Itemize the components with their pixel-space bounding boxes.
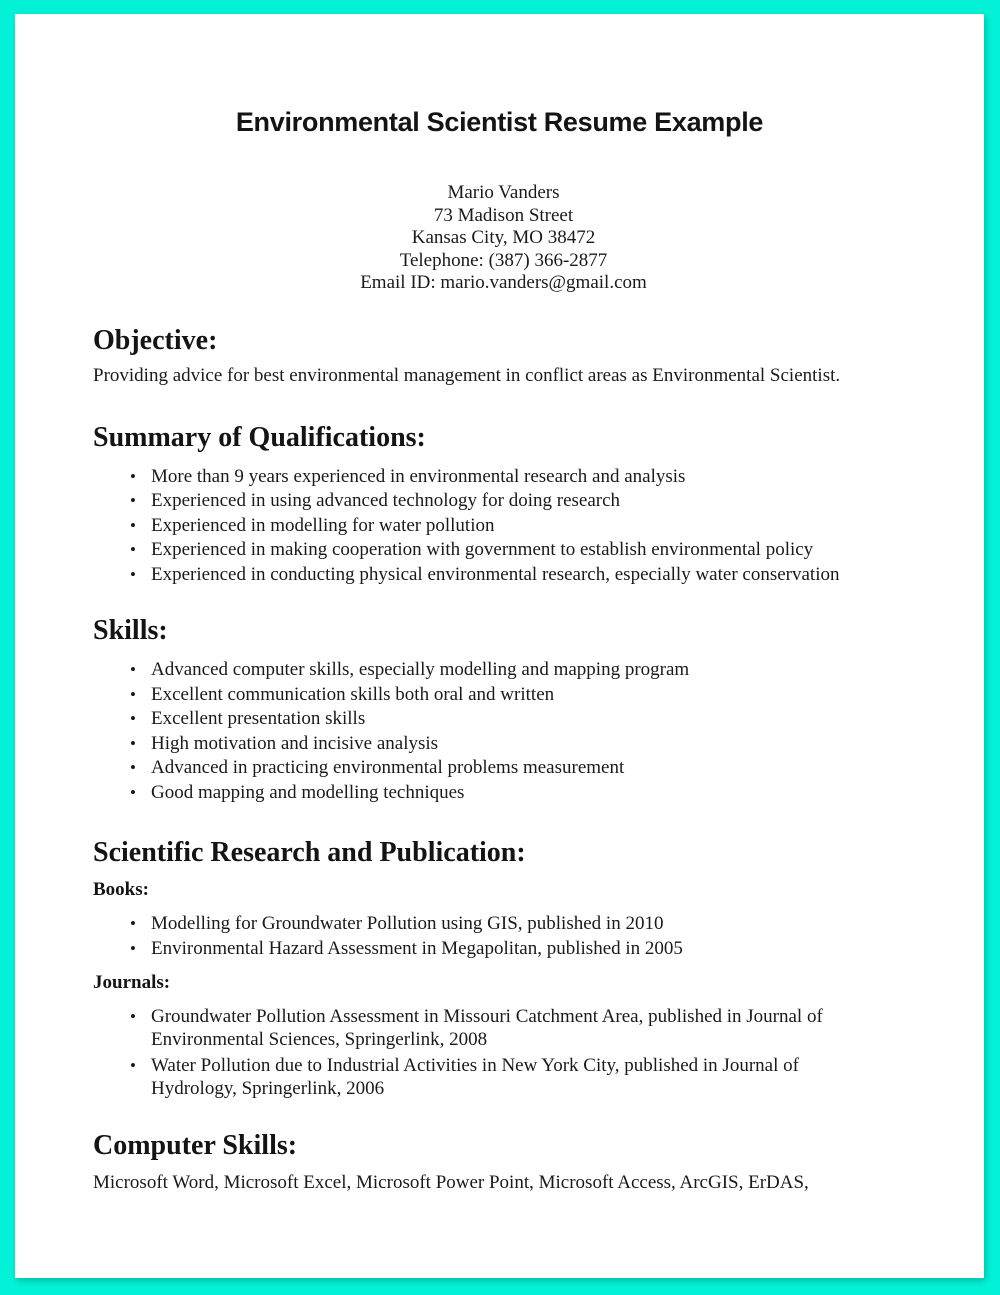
- summary-list: [93, 465, 914, 588]
- books-list: [93, 912, 914, 961]
- list-item: • Experienced in modelling for water pollution: [151, 514, 914, 539]
- contact-block: [93, 182, 914, 295]
- list-item: • Excellent communication skills both oral and written: [151, 683, 914, 708]
- journals-list: [93, 1005, 914, 1100]
- page-title: Environmental Scientist Resume Example: [235, 107, 764, 137]
- contact-street: 73 Madison Street: [433, 204, 574, 226]
- section-computer-skills: [93, 1130, 914, 1195]
- contact-telephone: Telephone: (387) 366-2877: [399, 249, 608, 271]
- objective-heading: Objective:: [93, 324, 218, 356]
- section-research-publication: [93, 837, 914, 1100]
- resume-content: [15, 14, 984, 1195]
- section-objective: [93, 325, 914, 388]
- list-item: • Experienced in using advanced technology for doing research: [151, 489, 914, 514]
- section-summary: [93, 422, 914, 588]
- list-item: • Modelling for Groundwater Pollution using GIS, published in 2010: [151, 912, 914, 937]
- list-item: • Experienced in making cooperation with government to establish environmental policy: [151, 538, 914, 563]
- list-item: • High motivation and incisive analysis: [151, 732, 914, 757]
- computer-skills-text: Microsoft Word, Microsoft Excel, Microsoft Power Point, Microsoft Access, ArcGIS, ErDAS,: [93, 1172, 809, 1193]
- contact-name: Mario Vanders: [447, 182, 560, 203]
- contact-city: Kansas City, MO 38472: [411, 227, 596, 248]
- objective-text: Providing advice for best environmental management in conflict areas as Environmental Scientist.: [93, 364, 841, 386]
- list-item: • Environmental Hazard Assessment in Megapolitan, published in 2005: [151, 937, 914, 962]
- skills-list: [93, 658, 914, 805]
- section-skills: [93, 615, 914, 805]
- books-label: Books:: [93, 879, 149, 900]
- computer-skills-heading: Computer Skills:: [93, 1130, 298, 1161]
- research-heading: Scientific Research and Publication:: [93, 837, 526, 868]
- skills-heading: Skills:: [93, 615, 168, 646]
- resume-page: [15, 14, 984, 1278]
- list-item: • Groundwater Pollution Assessment in Missouri Catchment Area, published in Journal of Environmental Sciences, Springerlink, 2008: [151, 1005, 866, 1051]
- list-item: • Good mapping and modelling techniques: [151, 781, 914, 806]
- contact-email: Email ID: mario.vanders@gmail.com: [360, 272, 647, 293]
- list-item: • Advanced in practicing environmental problems measurement: [151, 756, 914, 781]
- list-item: • Excellent presentation skills: [151, 707, 914, 732]
- summary-heading: Summary of Qualifications:: [93, 421, 426, 453]
- list-item: • Advanced computer skills, especially modelling and mapping program: [151, 658, 914, 683]
- list-item: • More than 9 years experienced in environmental research and analysis: [151, 465, 914, 490]
- list-item: • Water Pollution due to Industrial Activities in New York City, published in Journal of Hydrology, Springerlink, 2006: [151, 1054, 866, 1100]
- list-item: • Experienced in conducting physical environmental research, especially water conservation: [151, 563, 914, 588]
- journals-label: Journals:: [93, 972, 171, 993]
